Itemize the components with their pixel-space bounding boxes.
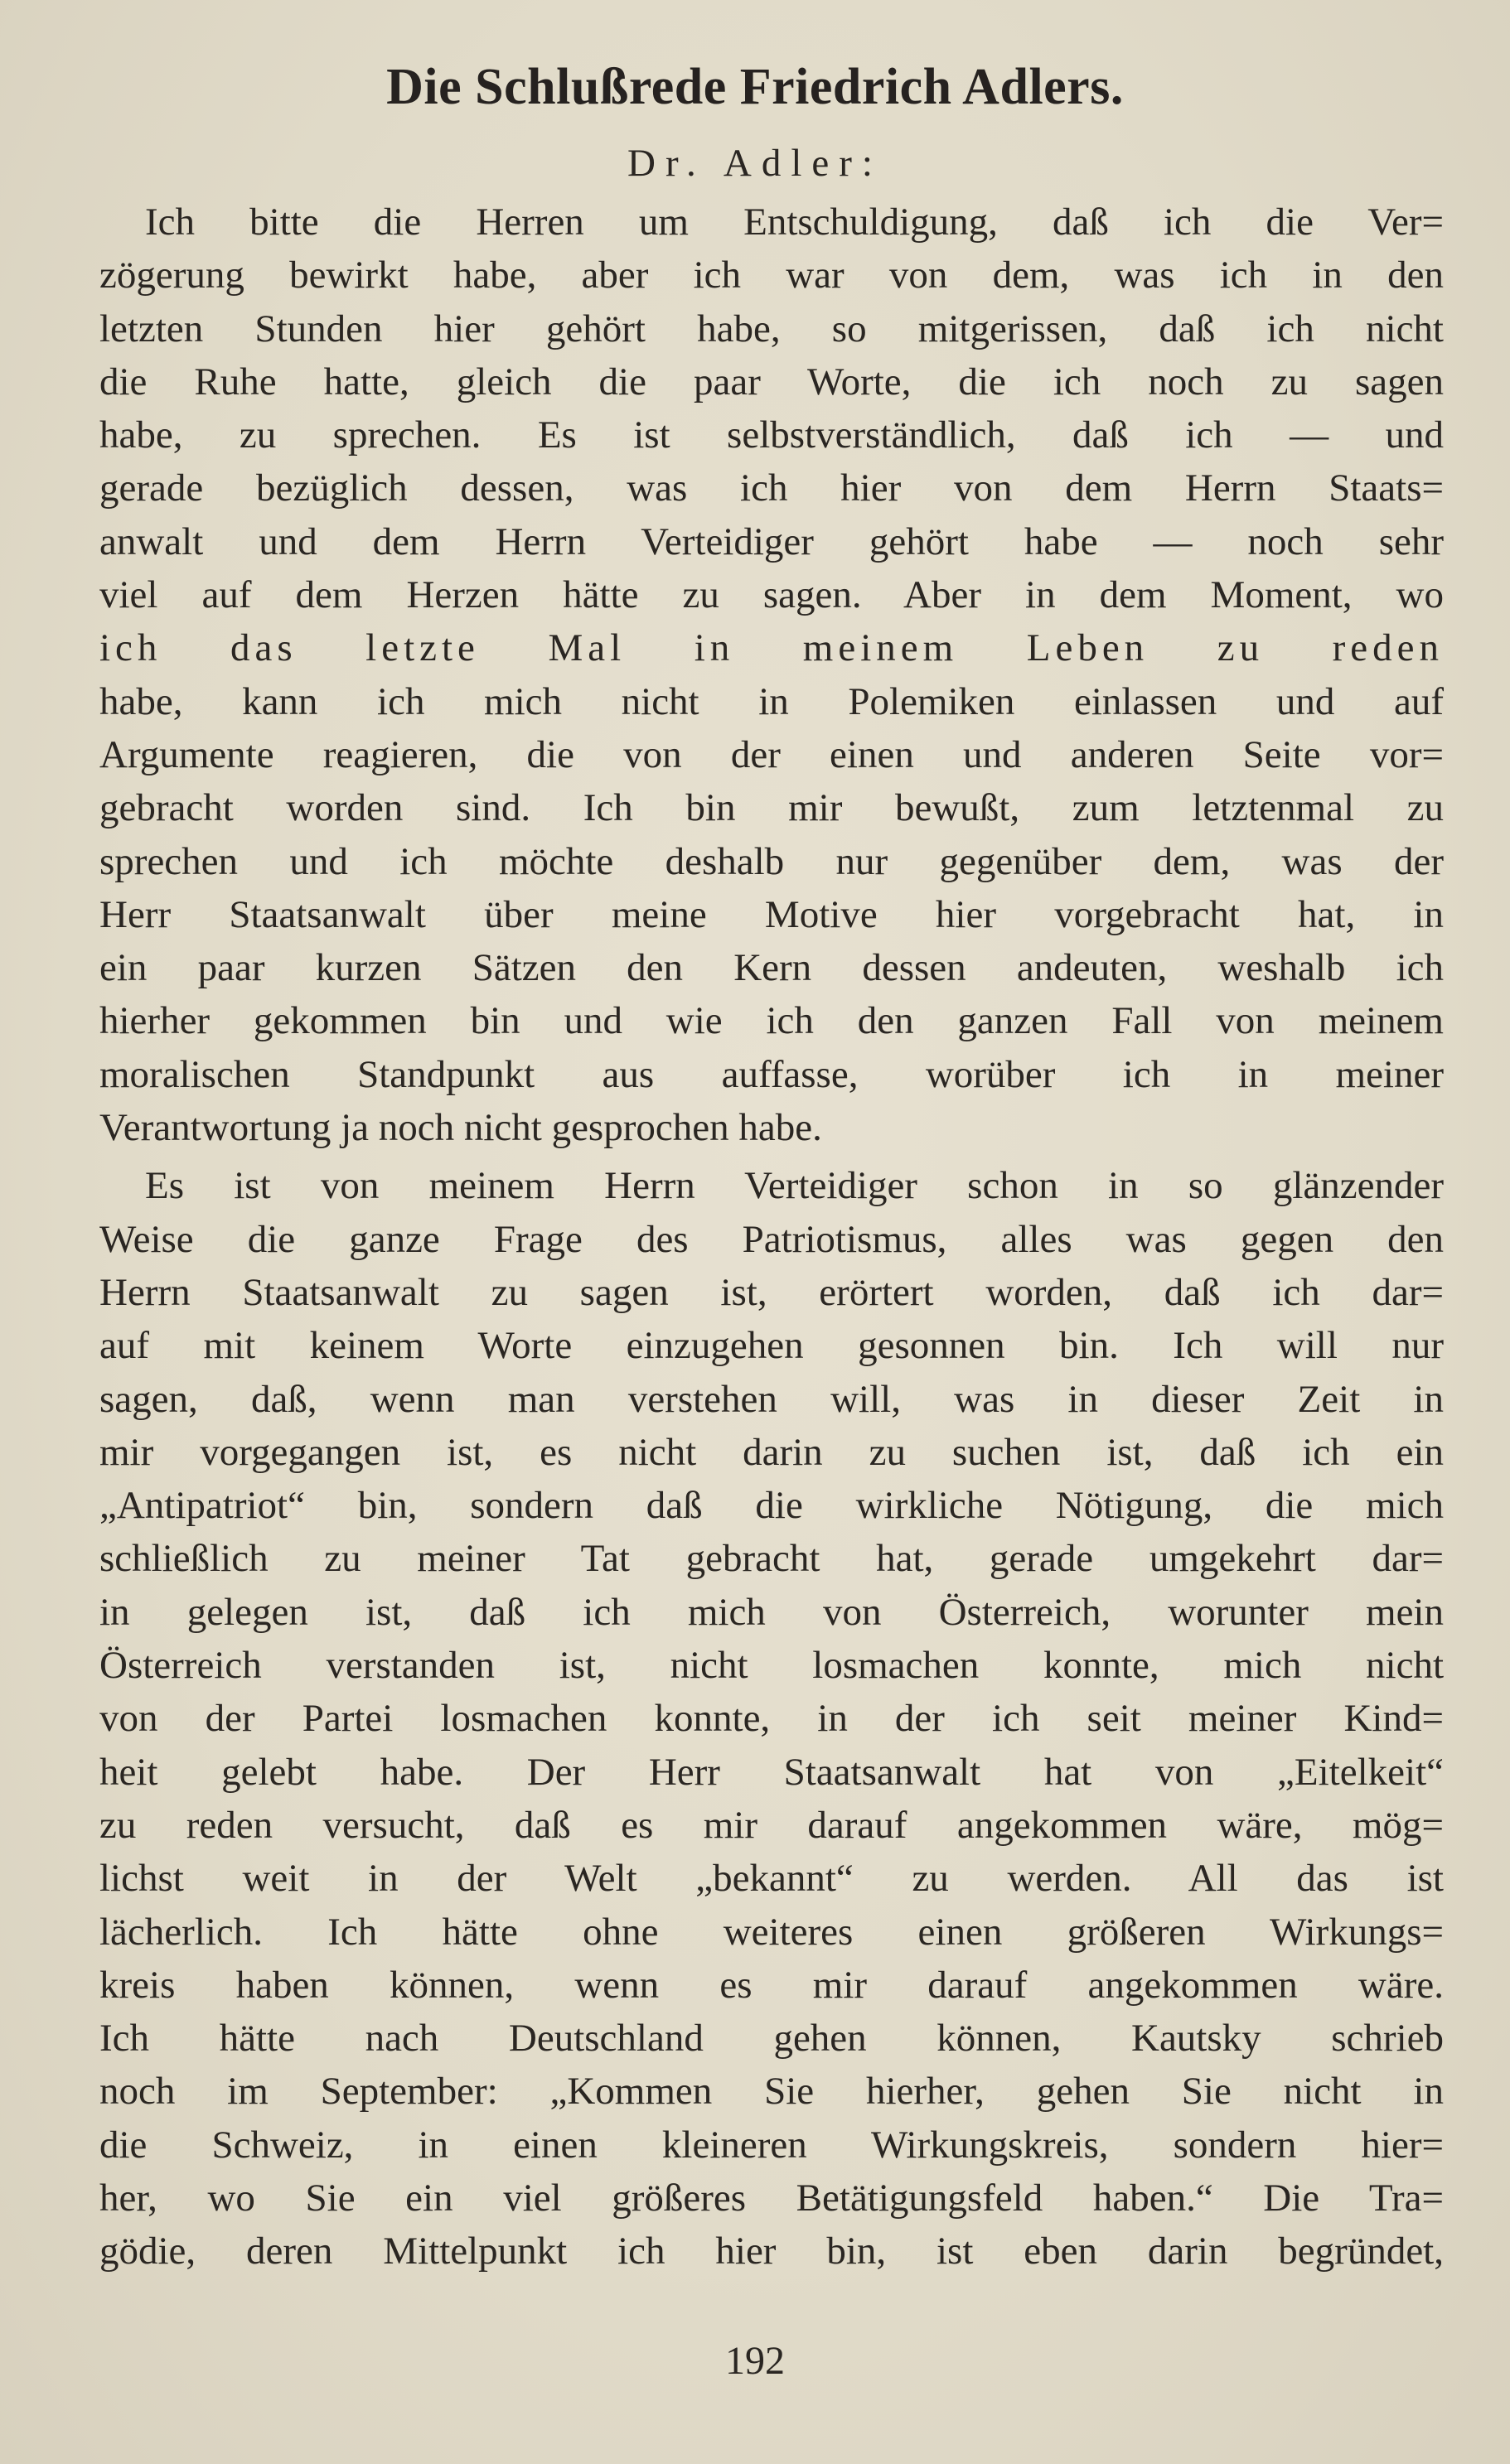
text-line: anwalt und dem Herrn Verteidiger gehört habe — noch sehr (99, 519, 1444, 563)
text-line: Ich hätte nach Deutschland gehen können, Kautsky schrieb (99, 2017, 1444, 2061)
text-line: von der Partei losmachen konnte, in der ich seit meiner Kind= (99, 1697, 1444, 1741)
page-title: Die Schlußrede Friedrich Adlers. (386, 59, 1124, 115)
text-line: Verantwortung ja noch nicht gesprochen habe. (99, 1106, 822, 1150)
text-line: mir vorgegangen ist, es nicht darin zu suchen ist, daß ich ein (99, 1430, 1444, 1474)
text-line: ein paar kurzen Sätzen den Kern dessen andeuten, weshalb ich (99, 946, 1444, 990)
text-line: habe, kann ich mich nicht in Polemiken einlassen und auf (99, 679, 1444, 723)
text-line: letzten Stunden hier gehört habe, so mitgerissen, daß ich nicht (99, 307, 1444, 350)
text-line: gebracht worden sind. Ich bin mir bewußt, zum letztenmal zu (99, 786, 1444, 830)
text-line: ich das letzte Mal in meinem Leben zu reden (99, 626, 1444, 670)
text-line: heit gelebt habe. Der Herr Staatsanwalt hat von „Eitelkeit“ (99, 1750, 1444, 1794)
text-line: lichst weit in der Welt „bekannt“ zu werden. All das ist (99, 1857, 1444, 1901)
text-line: zögerung bewirkt habe, aber ich war von dem, was ich in den (99, 254, 1444, 297)
text-line: noch im September: „Kommen Sie hierher, gehen Sie nicht in (99, 2070, 1444, 2114)
text-line: die Ruhe hatte, gleich die paar Worte, die ich noch zu sagen (99, 360, 1444, 403)
text-line: „Antipatriot“ bin, sondern daß die wirkliche Nötigung, die mich (99, 1484, 1444, 1528)
text-line: Weise die ganze Frage des Patriotismus, alles was gegen den (99, 1217, 1444, 1261)
text-line: Ich bitte die Herren um Entschuldigung, daß ich die Ver= (145, 201, 1444, 244)
speaker-label: Dr. Adler: (627, 142, 883, 185)
text-line: kreis haben können, wenn es mir darauf angekommen wäre. (99, 1963, 1444, 2007)
text-line: Herrn Staatsanwalt zu sagen ist, erörtert worden, daß ich dar= (99, 1270, 1444, 1314)
text-line: gerade bezüglich dessen, was ich hier von dem Herrn Staats= (99, 466, 1444, 510)
text-line: sagen, daß, wenn man verstehen will, was in dieser Zeit in (99, 1377, 1444, 1421)
text-line: Österreich verstanden ist, nicht losmachen konnte, mich nicht (99, 1644, 1444, 1688)
text-line: sprechen und ich möchte deshalb nur gegenüber dem, was der (99, 839, 1444, 883)
text-line: Argumente reagieren, die von der einen und anderen Seite vor= (99, 732, 1444, 776)
text-line: lächerlich. Ich hätte ohne weiteres einen größeren Wirkungs= (99, 1910, 1444, 1954)
text-line: die Schweiz, in einen kleineren Wirkungskreis, sondern hier= (99, 2123, 1444, 2167)
text-line: habe, zu sprechen. Es ist selbstverständlich, daß ich — und (99, 413, 1444, 457)
text-line: schließlich zu meiner Tat gebracht hat, gerade umgekehrt dar= (99, 1537, 1444, 1581)
text-line: Herr Staatsanwalt über meine Motive hier vorgebracht hat, in (99, 892, 1444, 936)
text-line: auf mit keinem Worte einzugehen gesonnen bin. Ich will nur (99, 1324, 1444, 1368)
text-line: zu reden versucht, daß es mir darauf angekommen wäre, mög= (99, 1803, 1444, 1847)
text-line: moralischen Standpunkt aus auffasse, worüber ich in meiner (99, 1052, 1444, 1096)
text-line: viel auf dem Herzen hätte zu sagen. Aber in dem Moment, wo (99, 573, 1444, 617)
text-line: Es ist von meinem Herrn Verteidiger schon in so glänzender (145, 1164, 1444, 1208)
text-line: hierher gekommen bin und wie ich den ganzen Fall von meinem (99, 999, 1444, 1043)
text-line: gödie, deren Mittelpunkt ich hier bin, ist eben darin begründet, (99, 2230, 1444, 2273)
page-number: 192 (725, 2339, 785, 2383)
body-text (99, 196, 1444, 2278)
text-line: in gelegen ist, daß ich mich von Österreich, worunter mein (99, 1590, 1444, 1634)
text-line: her, wo Sie ein viel größeres Betätigungsfeld haben.“ Die Tra= (99, 2176, 1444, 2220)
